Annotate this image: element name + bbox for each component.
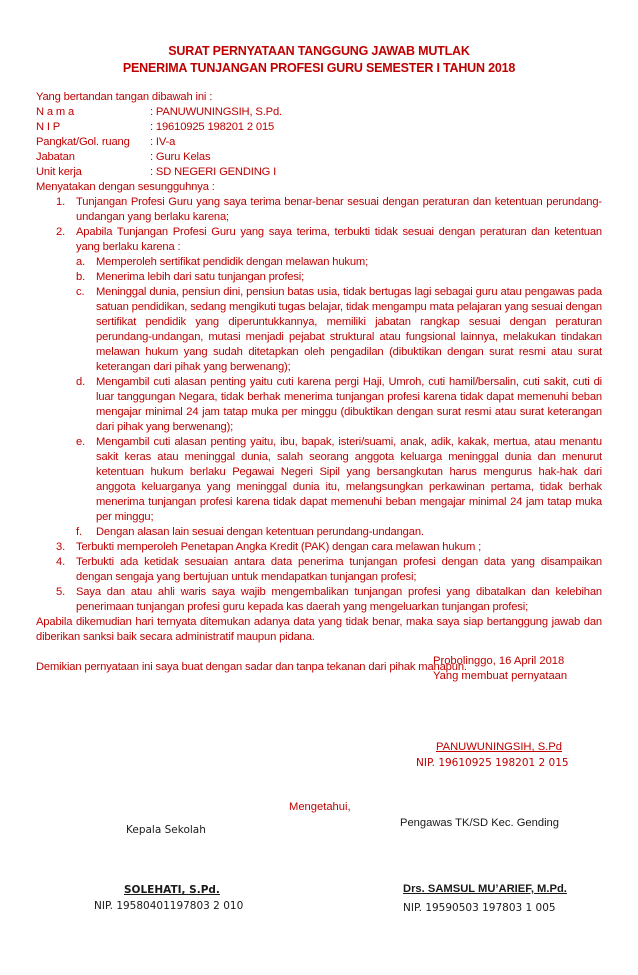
identity-label: Unit kerja	[36, 166, 82, 178]
signer-role: Yang membuat pernyataan	[433, 670, 568, 682]
point-number: 3.	[56, 541, 66, 553]
intro-text: Yang bertandan tangan dibawah ini :	[36, 91, 213, 103]
list-item	[76, 375, 602, 435]
point-text: Tunjangan Profesi Guru yang saya terima benar-benar sesuai dengan peraturan dan ketentuan perundang-undangan yang berlaku karena;	[76, 196, 602, 223]
identity-row	[36, 105, 602, 120]
acknowledged-label: Mengetahui,	[289, 801, 351, 813]
place-date: Probolinggo, 16 April 2018	[433, 655, 565, 667]
point-number: 1.	[56, 196, 66, 208]
identity-label: N I P	[36, 121, 61, 133]
sanction-paragraph: Apabila dikemudian hari ternyata ditemukan adanya data yang tidak benar, maka saya siap bertanggung jawab dan diberikan sanksi baik secara administratif maupun pidana.	[36, 616, 602, 643]
statement-points	[36, 195, 602, 615]
sub-point-text: Mengambil cuti alasan penting yaitu cuti karena pergi Haji, Umroh, cuti hamil/bersalin, cuti sakit, cuti di luar tanggungan Negara, tidak berhak menerima tunjangan profesi karena tidak dapat memenuhi beban mengajar minimal 24 jam tatap muka per minggu (dibuktikan dengan surat resmi atau surat keterangan dari pihak yang berwenang);	[96, 376, 602, 433]
sub-point-text: Menerima lebih dari satu tunjangan profesi;	[96, 271, 305, 283]
identity-value: : PANUWUNINGSIH, S.Pd.	[150, 106, 283, 118]
identity-label: Pangkat/Gol. ruang	[36, 136, 130, 148]
list-item	[76, 525, 602, 540]
sub-point-text: Meninggal dunia, pensiun dini, pensiun batas usia, tidak bertugas lagi sebagai guru atau pengawas pada satuan pendidikan, sedang mengikuti tugas belajar, tidak mengampu mata pelajaran yang sesuai dengan sertifikat pendidik yang diperuntukkannya, memiliki jabatan rangkap sesuai dengan peraturan perundang-undangan, mutasi menjadi pejabat struktural atau fungsional lainnya, melakukan tindakan melawan hukum yang sudah ditetapkan oleh pengadilan (dibuktikan dengan surat resmi atau surat keterangan dari pihak yang berwenang);	[96, 286, 602, 373]
sub-point-letter: f.	[76, 526, 82, 538]
sub-points	[76, 255, 602, 540]
list-item	[36, 540, 602, 555]
list-item	[36, 555, 602, 585]
list-item	[76, 435, 602, 525]
supervisor-name: Drs. SAMSUL MU’ARIEF, M.Pd.	[403, 883, 567, 895]
identity-row	[36, 135, 602, 150]
list-item	[76, 270, 602, 285]
sub-point-letter: e.	[76, 436, 86, 448]
identity-value: : 19610925 198201 2 015	[150, 121, 275, 133]
letter-title: SURAT PERNYATAAN TANGGUNG JAWAB MUTLAK	[168, 44, 470, 58]
letter-subtitle: PENERIMA TUNJANGAN PROFESI GURU SEMESTER I TAHUN 2018	[122, 61, 516, 75]
identity-value: : Guru Kelas	[150, 151, 211, 163]
point-text: Apabila Tunjangan Profesi Guru yang saya terima, terbukti tidak sesuai dengan peraturan dan ketentuan yang berlaku karena :	[76, 226, 602, 253]
closing-paragraph: Demikian pernyataan ini saya buat dengan sadar dan tanpa tekanan dari pihak manapun.	[36, 661, 467, 673]
point-number: 2.	[56, 226, 66, 238]
sub-point-letter: c.	[76, 286, 85, 298]
point-text: Saya dan atau ahli waris saya wajib mengembalikan tunjangan profesi yang dibatalkan dan kelebihan penerimaan tunjangan profesi guru kepada kas daerah yang mengeluarkan tunjangan profesi;	[76, 586, 602, 613]
identity-value: : IV-a	[150, 136, 176, 148]
identity-row	[36, 165, 602, 180]
identity-row	[36, 120, 602, 135]
principal-nip: NIP. 19580401197803 2 010	[94, 900, 244, 912]
principal-role: Kepala Sekolah	[126, 824, 206, 836]
sub-point-letter: d.	[76, 376, 86, 388]
principal-name: SOLEHATI, S.Pd.	[124, 884, 220, 896]
identity-value: : SD NEGERI GENDING I	[150, 166, 277, 178]
letter-body	[36, 90, 602, 675]
sub-point-text: Mengambil cuti alasan penting yaitu, ibu, bapak, isteri/suami, anak, adik, kakak, mertua, atau menantu sakit keras atau meninggal dunia, salah seorang anggota keluarga meninggal dunia dan menurut ketentuan hukum berlaku Pegawai Negeri Sipil yang bersangkutan harus mengurus hak-hak dari anggota keluarganya yang meninggal dunia itu, melangsungkan perkawinan pertama, tidak berhak menerima tunjangan profesi karena tidak dapat memenuhi beban mengajar minimal 24 jam tatap muka per minggu;	[96, 436, 602, 523]
declare-text: Menyatakan dengan sesungguhnya :	[36, 181, 215, 193]
sub-point-letter: a.	[76, 256, 86, 268]
identity-block	[36, 105, 602, 180]
sub-point-text: Dengan alasan lain sesuai dengan ketentuan perundang-undangan.	[96, 526, 424, 538]
list-item	[36, 225, 602, 540]
identity-label: N a m a	[36, 106, 75, 118]
point-text: Terbukti memperoleh Penetapan Angka Kredit (PAK) dengan cara melawan hukum ;	[76, 541, 482, 553]
point-number: 4.	[56, 556, 66, 568]
identity-label: Jabatan	[36, 151, 75, 163]
signer-nip: NIP. 19610925 198201 2 015	[416, 757, 569, 769]
supervisor-role: Pengawas TK/SD Kec. Gending	[400, 817, 559, 829]
list-item	[76, 255, 602, 270]
sub-point-text: Memperoleh sertifikat pendidik dengan melawan hukum;	[96, 256, 369, 268]
point-number: 5.	[56, 586, 66, 598]
sub-point-letter: b.	[76, 271, 86, 283]
list-item	[36, 195, 602, 225]
list-item	[36, 585, 602, 615]
supervisor-nip: NIP. 19590503 197803 1 005	[403, 902, 556, 914]
signer-name: PANUWUNINGSIH, S.Pd	[436, 741, 562, 753]
point-text: Terbukti ada ketidak sesuaian antara data penerima tunjangan profesi dengan data yang disampaikan dengan sengaja yang bertujuan untuk mendapatkan tunjangan profesi;	[76, 556, 602, 583]
identity-row	[36, 150, 602, 165]
list-item	[76, 285, 602, 375]
